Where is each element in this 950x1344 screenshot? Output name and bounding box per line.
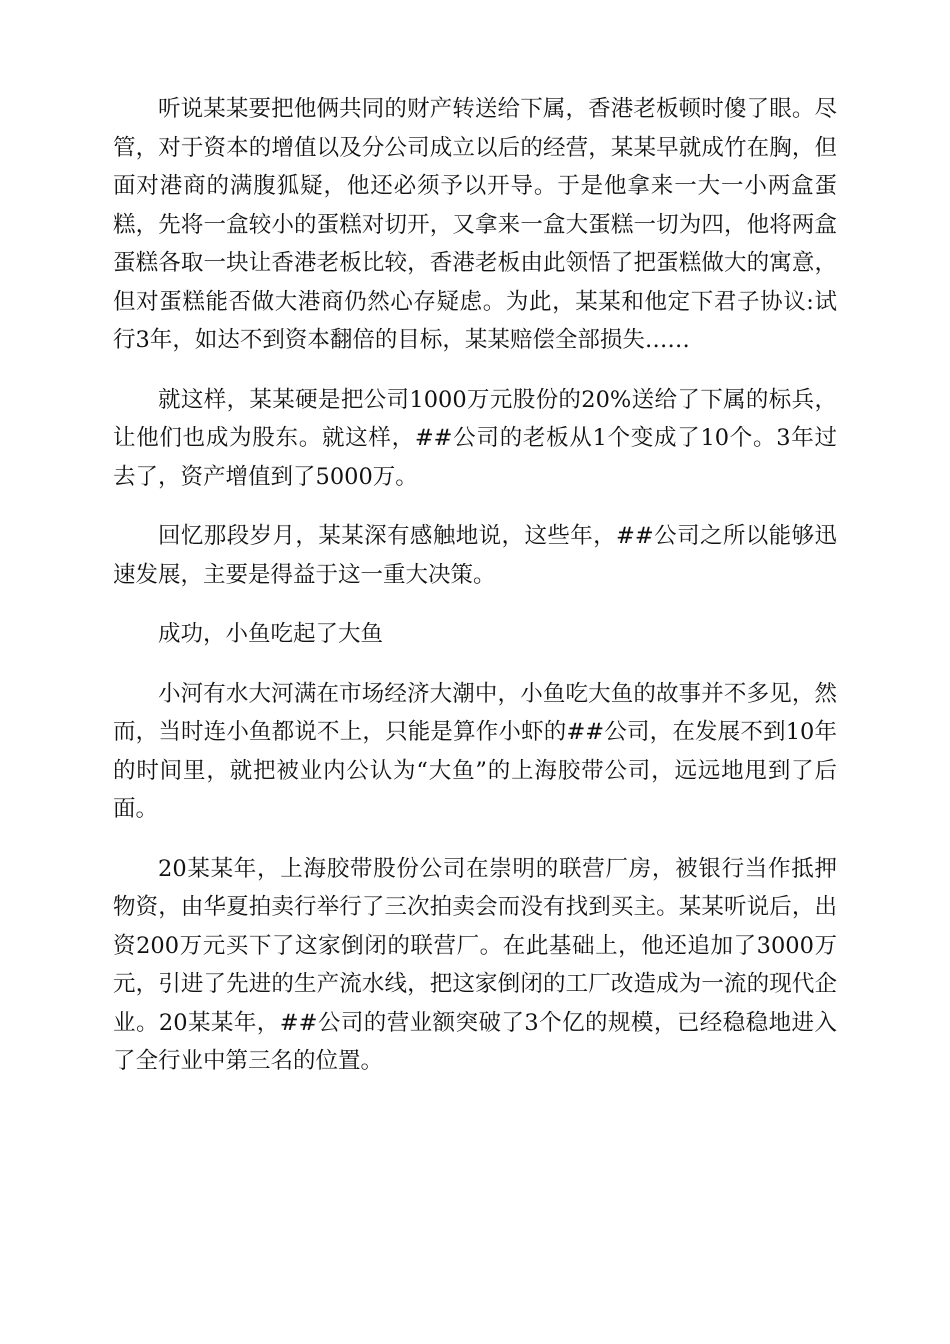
- paragraph-3: 回忆那段岁月，某某深有感触地说，这些年，##公司之所以能够迅速发展，主要是得益于这一重大决策。: [113, 523, 837, 588]
- document-body: [113, 90, 837, 1102]
- paragraph-5: 20某某年，上海胶带股份公司在崇明的联营厂房，被银行当作抵押物资，由华夏拍卖行举行了三次拍卖会而没有找到买主。某某听说后，出资200万元买下了这家倒闭的联营厂。在此基础上，他还追加了3000万元，引进了先进的生产流水线，把这家倒闭的工厂改造成为一流的现代企业。20某某年，##公司的营业额突破了3个亿的规模，已经稳稳地进入了全行业中第三名的位置。: [113, 855, 837, 1074]
- paragraph-4: 小河有水大河满在市场经济大潮中，小鱼吃大鱼的故事并不多见，然而，当时连小鱼都说不上，只能是算作小虾的##公司，在发展不到10年的时间里，就把被业内公认为“大鱼”的上海胶带公司，远远地甩到了后面。: [113, 680, 837, 822]
- paragraph-1: 听说某某要把他俩共同的财产转送给下属，香港老板顿时傻了眼。尽管，对于资本的增值以及分公司成立以后的经营，某某早就成竹在胸，但面对港商的满腹狐疑，他还必须予以开导。于是他拿来一大一小两盒蛋糕，先将一盒较小的蛋糕对切开，又拿来一盒大蛋糕一切为四，他将两盒蛋糕各取一块让香港老板比较，香港老板由此领悟了把蛋糕做大的寓意，但对蛋糕能否做大港商仍然心存疑虑。为此，某某和他定下君子协议:试行3年，如达不到资本翻倍的目标，某某赔偿全部损失……: [113, 96, 837, 353]
- paragraph-2: 就这样，某某硬是把公司1000万元股份的20%送给了下属的标兵，让他们也成为股东。就这样，##公司的老板从1个变成了10个。3年过去了，资产增值到了5000万。: [113, 386, 837, 490]
- section-heading: 成功，小鱼吃起了大鱼: [158, 621, 384, 647]
